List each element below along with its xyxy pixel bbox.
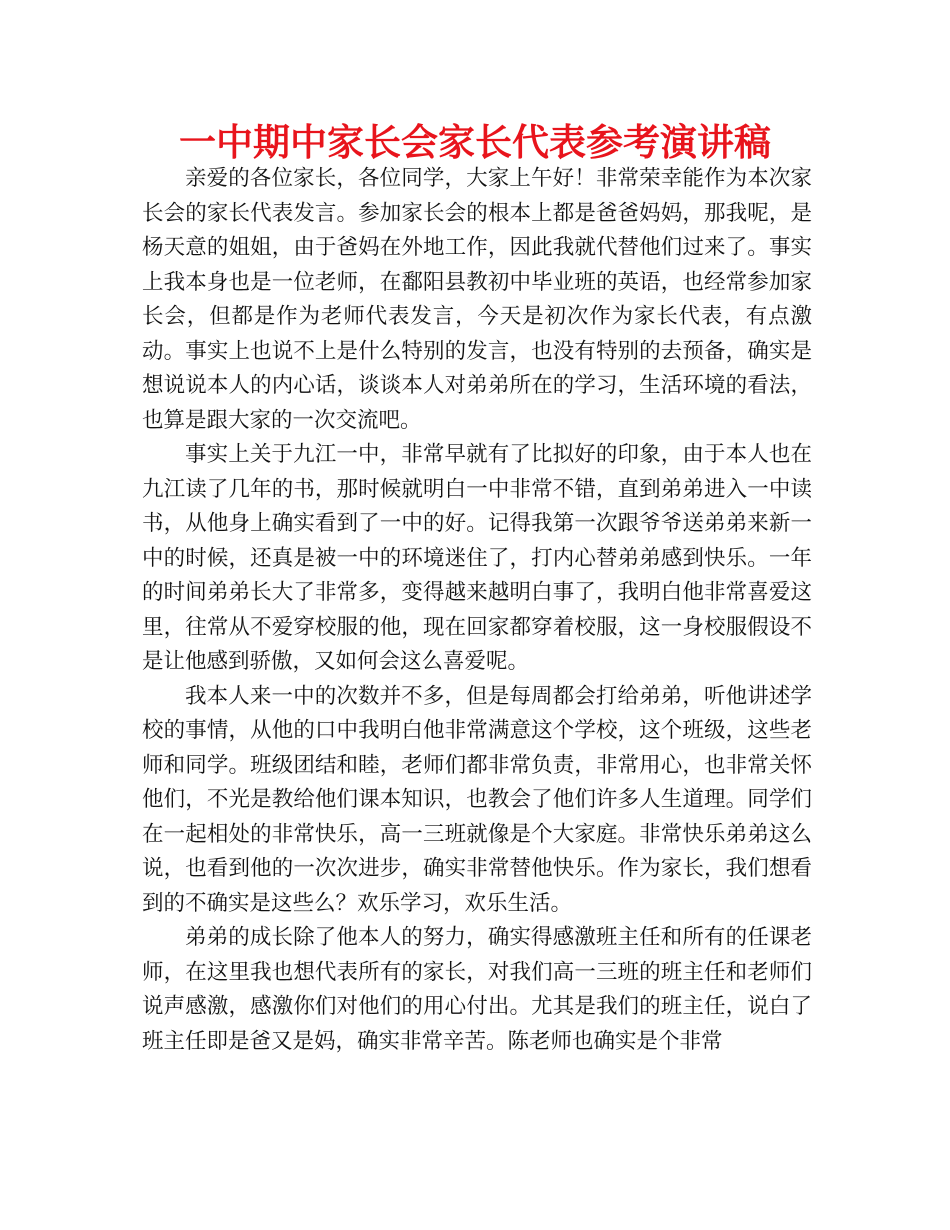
paragraph-3: 我本人来一中的次数并不多，但是每周都会打给弟弟，听他讲述学校的事情，从他的口中我明白他非常满意这个学校，这个班级，这些老师和同学。班级团结和睦，老师们都非常负责，非常用心，也非常关怀他们，不光是教给他们课本知识，也教会了他们许多人生道理。同学们在一起相处的非常快乐，高一三班就像是个大家庭。非常快乐弟弟这么说，也看到他的一次次进步，确实非常替他快乐。作为家长，我们想看到的不确实是这些么？欢乐学习，欢乐生活。	[142, 683, 812, 916]
paragraph-1: 亲爱的各位家长，各位同学，大家上午好！非常荣幸能作为本次家长会的家长代表发言。参加家长会的根本上都是爸爸妈妈，那我呢，是杨天意的姐姐，由于爸妈在外地工作，因此我就代替他们过来了。事实上我本身也是一位老师，在鄱阳县教初中毕业班的英语，也经常参加家长会，但都是作为老师代表发言，今天是初次作为家长代表，有点激动。事实上也说不上是什么特别的发言，也没有特别的去预备，确实是想说说本人的内心话，谈谈本人对弟弟所在的学习，生活环境的看法，也算是跟大家的一次交流吧。	[142, 166, 812, 433]
paragraph-4: 弟弟的成长除了他本人的努力，确实得感激班主任和所有的任课老师，在这里我也想代表所有的家长，对我们高一三班的班主任和老师们说声感激，感激你们对他们的用心付出。尤其是我们的班主任，说白了班主任即是爸又是妈，确实非常辛苦。陈老师也确实是个非常	[142, 925, 812, 1054]
paragraph-2: 事实上关于九江一中，非常早就有了比拟好的印象，由于本人也在九江读了几年的书，那时候就明白一中非常不错，直到弟弟进入一中读书，从他身上确实看到了一中的好。记得我第一次跟爷爷送弟弟来新一中的时候，还真是被一中的环境迷住了，打内心替弟弟感到快乐。一年的时间弟弟长大了非常多，变得越来越明白事了，我明白他非常喜爱这里，往常从不爱穿校服的他，现在回家都穿着校服，这一身校服假设不是让他感到骄傲，又如何会这么喜爱呢。	[142, 442, 812, 674]
document-body	[142, 162, 812, 1059]
page-title: 一中期中家长会家长代表参考演讲稿	[179, 121, 771, 164]
